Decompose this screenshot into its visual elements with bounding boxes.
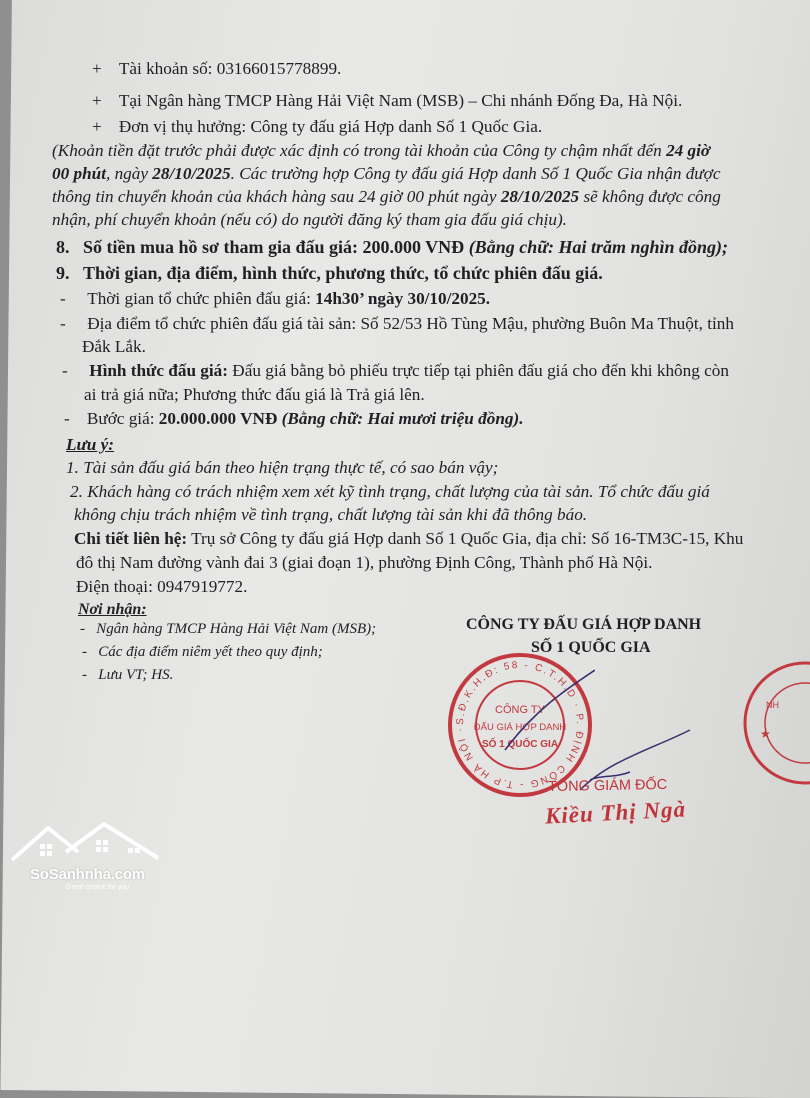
beneficiary-line bbox=[92, 116, 542, 138]
bullet: + bbox=[92, 117, 102, 136]
bid-step-value: 20.000.000 VNĐ bbox=[158, 409, 278, 428]
director-title: TỔNG GIÁM ĐỐC bbox=[547, 776, 668, 796]
deposit-deadline-hour: 24 giờ bbox=[666, 141, 711, 160]
deposit-late-date: 28/10/2025 bbox=[500, 187, 580, 206]
note-1: 1. Tài sản đấu giá bán theo hiện trạng thực tế, có sao bán vậy; bbox=[66, 458, 499, 477]
item-number: 9. bbox=[56, 263, 70, 283]
auction-form-line-2 bbox=[84, 384, 425, 406]
svg-text:CÔNG TY: CÔNG TY bbox=[495, 704, 545, 716]
note-2-line-2: không chịu trách nhiệm về tình trạng, chất lượng tài sản khi đã thông báo. bbox=[74, 505, 588, 524]
deposit-note-text: nhận, phí chuyển khoản (nếu có) do người đăng ký tham gia đấu giá chịu). bbox=[52, 210, 567, 229]
deposit-note-text: , ngày bbox=[105, 164, 153, 183]
deposit-note-text: . Các trường hợp Công ty đấu giá Hợp danh Số 1 Quốc Gia nhận được bbox=[230, 164, 721, 183]
bank-account-text: Tài khoản số: 03166015778899. bbox=[118, 59, 342, 78]
watermark-tagline: Great choice for you bbox=[66, 884, 130, 891]
contact-text: Trụ sở Công ty đấu giá Hợp danh Số 1 Quốc Gia, địa chỉ: Số 16-TM3C-15, Khu bbox=[187, 529, 744, 548]
auction-time-line bbox=[60, 288, 490, 310]
contact-line-1 bbox=[74, 528, 743, 550]
company-name-line-2: SỐ 1 QUỐC GIA bbox=[531, 639, 651, 656]
auction-form-text: ai trả giá nữa; Phương thức đấu giá là Trả giá lên. bbox=[84, 385, 425, 404]
recipient-item bbox=[82, 641, 323, 663]
bid-step-label: Bước giá: bbox=[86, 409, 159, 428]
recipient-item bbox=[80, 618, 376, 640]
beneficiary-text: Đơn vị thụ hưởng: Công ty đấu giá Hợp danh Số 1 Quốc Gia. bbox=[118, 117, 543, 136]
watermark-brand: SoSanhnha.com bbox=[30, 866, 145, 883]
deposit-deadline-date: 28/10/2025 bbox=[152, 164, 231, 183]
deposit-note-line-1 bbox=[52, 140, 710, 162]
bid-step-line bbox=[64, 408, 524, 430]
partial-seal-stamp bbox=[730, 648, 810, 798]
auction-form-line-1 bbox=[62, 360, 729, 382]
note-2-line-1: 2. Khách hàng có trách nhiệm xem xét kỹ tình trạng, chất lượng của tài sản. Tổ chức đấu giá bbox=[70, 482, 710, 501]
bank-name-line bbox=[92, 90, 682, 112]
auction-place-line-1 bbox=[60, 313, 734, 335]
bullet: + bbox=[92, 59, 102, 78]
item-number: 8. bbox=[56, 237, 70, 257]
auction-time-label: Thời gian tổ chức phiên đấu giá: bbox=[87, 289, 316, 308]
bank-account-line bbox=[92, 58, 341, 80]
recipient-text: Lưu VT; HS. bbox=[98, 667, 174, 683]
recipients-title: Nơi nhận: bbox=[78, 601, 147, 618]
recipient-item bbox=[82, 664, 173, 686]
dash: - bbox=[82, 667, 87, 683]
contact-line-2: đô thị Nam đường vành đai 3 (giai đoạn 1), phường Định Công, Thành phố Hà Nội. bbox=[76, 553, 653, 572]
bid-step-words: (Bằng chữ: Hai mươi triệu đồng). bbox=[277, 409, 524, 428]
item-8 bbox=[56, 236, 728, 258]
auction-time-value: 14h30’ ngày 30/10/2025. bbox=[315, 289, 491, 308]
dossier-fee-text: Số tiền mua hồ sơ tham gia đấu giá: 200.000 VNĐ bbox=[83, 237, 465, 257]
item-9 bbox=[56, 262, 603, 284]
dash: - bbox=[60, 314, 66, 333]
contact-label: Chi tiết liên hệ: bbox=[74, 529, 188, 548]
bank-name-text: Tại Ngân hàng TMCP Hàng Hải Việt Nam (MSB) – Chi nhánh Đống Đa, Hà Nội. bbox=[118, 91, 683, 110]
company-name-line-1: CÔNG TY ĐẤU GIÁ HỢP DANH bbox=[466, 616, 702, 633]
recipient-text: Các địa điểm niêm yết theo quy định; bbox=[98, 644, 323, 660]
deposit-note-text: (Khoản tiền đặt trước phải được xác định có trong tài khoản của Công ty chậm nhất đến bbox=[52, 141, 667, 160]
auction-place-line-2 bbox=[82, 336, 146, 358]
dash: - bbox=[60, 289, 66, 308]
deposit-note-line-4 bbox=[52, 209, 567, 231]
auction-form-text: Đấu giá bằng bỏ phiếu trực tiếp tại phiên đấu giá cho đến khi không còn bbox=[228, 361, 729, 380]
dash: - bbox=[64, 409, 70, 428]
recipient-text: Ngân hàng TMCP Hàng Hải Việt Nam (MSB); bbox=[96, 621, 377, 637]
dossier-fee-words: (Bằng chữ: Hai trăm nghìn đồng); bbox=[464, 237, 729, 257]
svg-text:SỐ 1 QUỐC GIA: SỐ 1 QUỐC GIA bbox=[481, 739, 559, 750]
svg-text:ĐẤU GIÁ HỢP DANH: ĐẤU GIÁ HỢP DANH bbox=[473, 722, 567, 733]
watermark-logo bbox=[8, 818, 168, 898]
auction-organization-heading: Thời gian, địa điểm, hình thức, phương thức, tổ chức phiên đấu giá. bbox=[83, 263, 603, 283]
contact-phone: Điện thoại: 0947919772. bbox=[76, 577, 248, 596]
auction-place-text: Đắk Lắk. bbox=[82, 337, 146, 356]
deposit-deadline-minute: 00 phút bbox=[52, 164, 106, 183]
deposit-note-text: thông tin chuyển khoản của khách hàng sau 24 giờ 00 phút ngày bbox=[52, 187, 501, 206]
dash: - bbox=[82, 644, 87, 660]
deposit-note-text: sẽ không được công bbox=[579, 187, 721, 206]
bullet: + bbox=[92, 91, 102, 110]
notes-title: Lưu ý: bbox=[66, 435, 115, 454]
auction-place-text: Địa điểm tổ chức phiên đấu giá tài sản: Số 52/53 Hồ Tùng Mậu, phường Buôn Ma Thuột, tỉnh bbox=[87, 314, 734, 333]
dash: - bbox=[62, 361, 68, 380]
deposit-note-line-3 bbox=[52, 186, 721, 208]
svg-text:S.Đ.K.H.Đ: 58 - C.T.H.D · P. Đ: S.Đ.K.H.Đ: 58 - C.T.H.D · P. ĐỊNH CÔNG - T.P HÀ NỘI · bbox=[454, 659, 586, 791]
director-name: Kiều Thị Ngà bbox=[544, 796, 687, 829]
dash: - bbox=[80, 621, 85, 637]
deposit-note-line-2 bbox=[52, 163, 721, 185]
auction-form-label: Hình thức đấu giá: bbox=[89, 361, 228, 380]
svg-text:★: ★ bbox=[760, 727, 771, 741]
svg-text:NH: NH bbox=[766, 700, 779, 710]
